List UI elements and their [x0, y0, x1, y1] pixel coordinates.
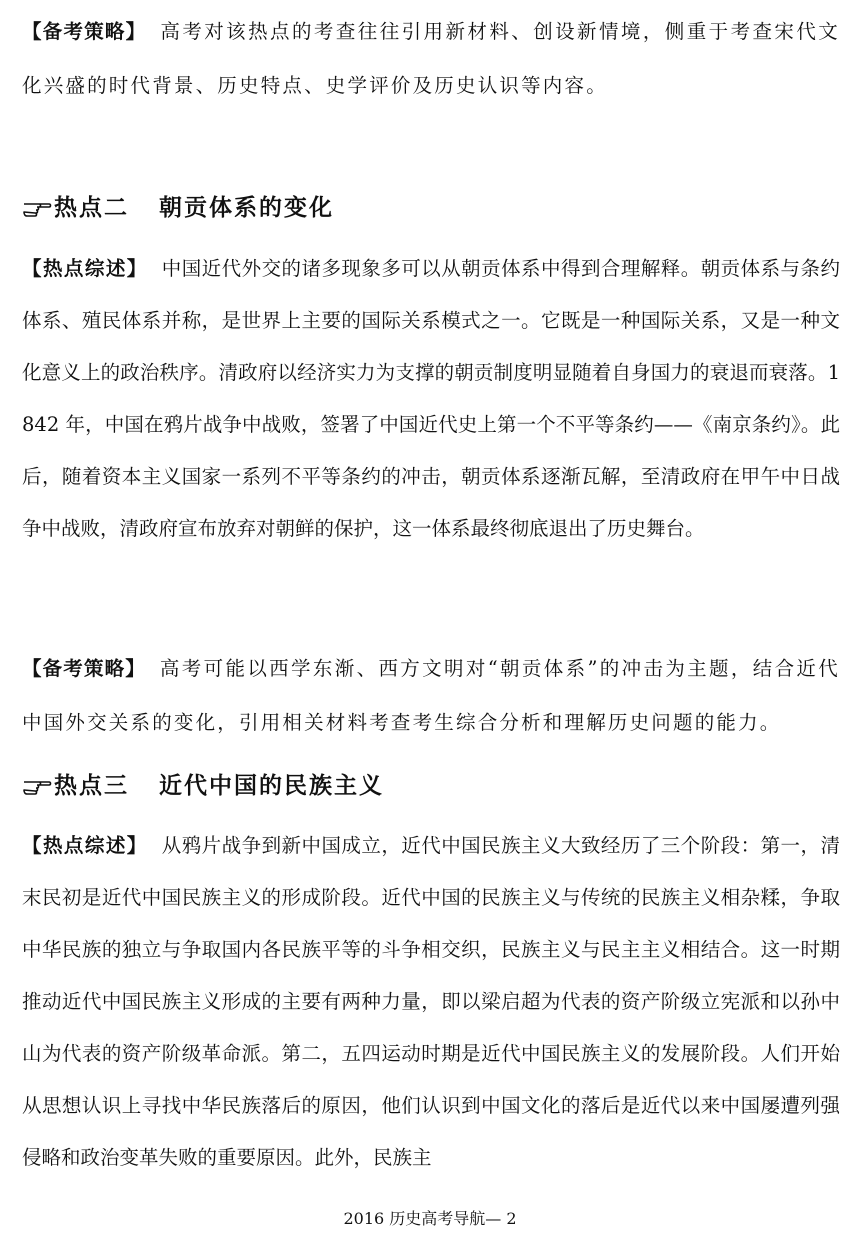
strategy-tag: 【备考策略】 [22, 657, 146, 680]
overview-text: 中国近代外交的诸多现象多可以从朝贡体系中得到合理解释。朝贡体系与条约体系、殖民体系并称，是世界上主要的国际关系模式之一。它既是一种国际关系，又是一种文化意义上的政治秩序。清政府以经济实力为支撑的朝贡制度明显随着自身国力的衰退而衰落。1842 年，中国在鸦片战争中战败，签署了中国近代史上第一个不平等条约——《南京条约》。此后，随着资本主义国家一系列不平等条约的冲击，朝贡体系逐渐瓦解，至清政府在甲午中日战争中战败，清政府宣布放弃对朝鲜的保护，这一体系最终彻底退出了历史舞台。 [22, 257, 840, 540]
strategy-text: 高考可能以西学东渐、西方文明对“朝贡体系”的冲击为主题，结合近代中国外交关系的变化，引用相关材料考查考生综合分析和理解历史问题的能力。 [22, 657, 840, 734]
overview-text: 从鸦片战争到新中国成立，近代中国民族主义大致经历了三个阶段：第一，清末民初是近代中国民族主义的形成阶段。近代中国的民族主义与传统的民族主义相杂糅，争取中华民族的独立与争取国内各民族平等的斗争相交织，民族主义与民主主义相结合。这一时期推动近代中国民族主义形成的主要有两种力量，即以梁启超为代表的资产阶级立宪派和以孙中山为代表的资产阶级革命派。第二，五四运动时期是近代中国民族主义的发展阶段。人们开始从思想认识上寻找中华民族落后的原因，他们认识到中国文化的落后是近代以来中国屡遭列强侵略和政治变革失败的重要原因。此外，民族主 [22, 834, 840, 1169]
heading-title: 朝贡体系的变化 [159, 195, 334, 221]
pointing-hand-icon [22, 775, 52, 797]
pointing-hand-icon [22, 197, 52, 219]
strategy-paragraph [22, 642, 840, 750]
section-heading [22, 186, 334, 230]
heading-number: 热点二 [54, 195, 129, 221]
section-heading [22, 764, 384, 808]
heading-title: 近代中国的民族主义 [159, 773, 384, 799]
document-page [22, 0, 840, 1249]
overview-paragraph [22, 243, 840, 555]
strategy-tag: 【备考策略】 [22, 20, 147, 43]
strategy-paragraph [22, 5, 840, 113]
heading-number: 热点三 [54, 773, 129, 799]
overview-tag: 【热点综述】 [22, 834, 148, 857]
page-footer: 2016 历史高考导航— 2 [343, 1209, 517, 1228]
overview-tag: 【热点综述】 [22, 257, 148, 280]
strategy-text: 高考对该热点的考查往往引用新材料、创设新情境，侧重于考查宋代文化兴盛的时代背景、历史特点、史学评价及历史认识等内容。 [22, 20, 840, 97]
overview-paragraph [22, 820, 840, 1184]
